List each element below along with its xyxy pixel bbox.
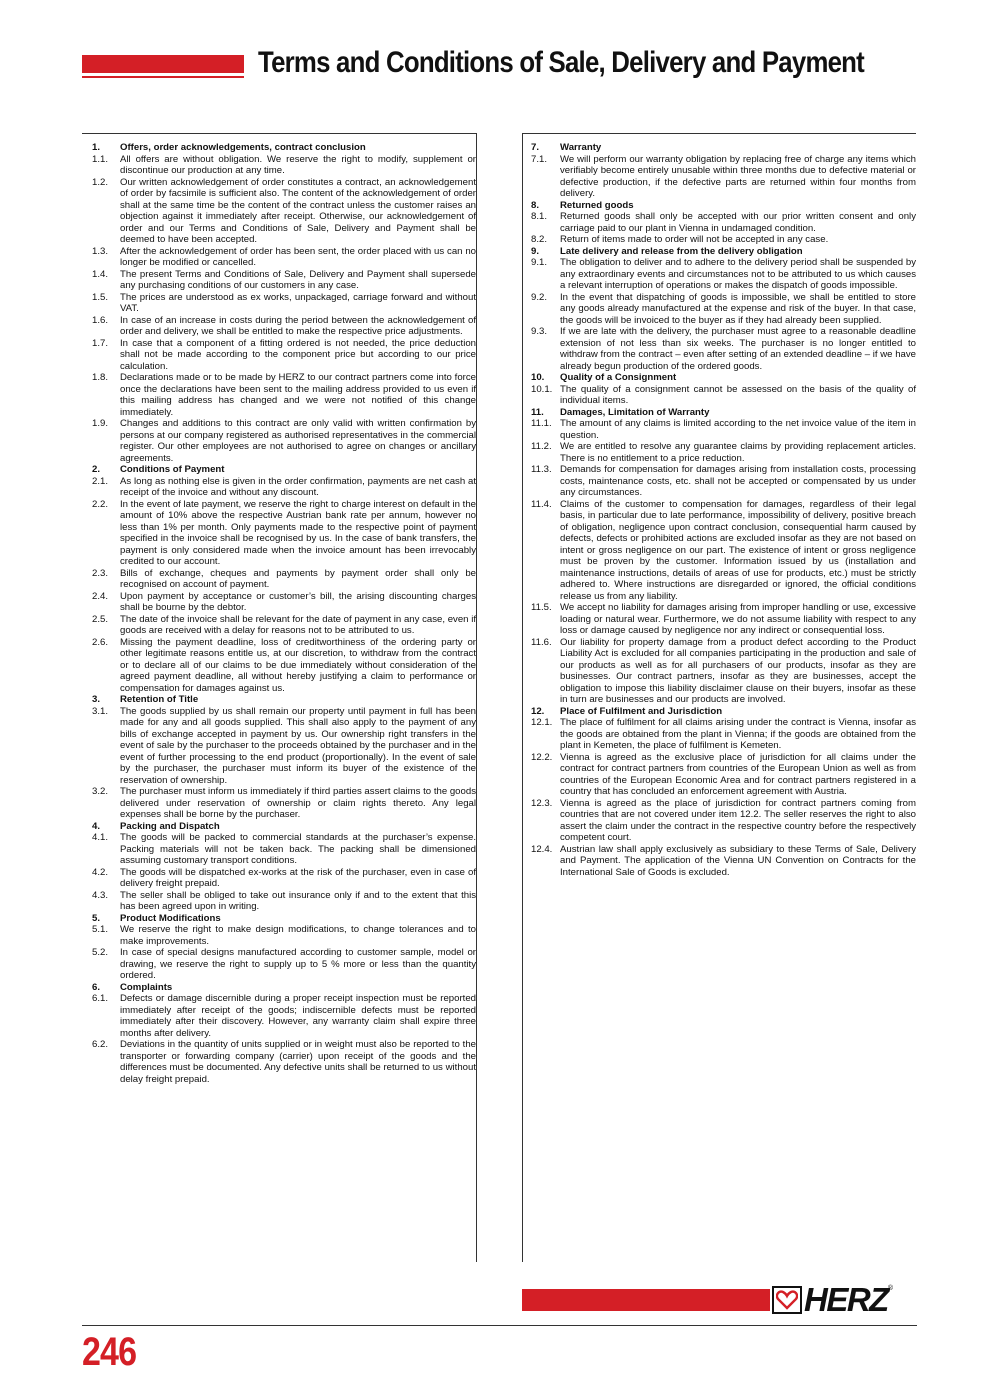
section-title: Conditions of Payment <box>120 464 225 475</box>
clause-text: The present Terms and Conditions of Sale, Delivery and Payment shall supersede any purchasing conditions of our customers in any case. <box>120 268 476 291</box>
clause-item <box>82 315 476 338</box>
section-heading <box>531 372 916 384</box>
clause-number: 10.1. <box>531 383 553 395</box>
clause-item <box>531 257 916 292</box>
section-title: Quality of a Consignment <box>560 372 677 383</box>
clause-text: We accept no liability for damages arising from improper handling or use, excessive loading or natural wear. Furthermore, we do not assume liability with respect to any loss or damage caused by negligence nor any indirect or consequential loss. <box>560 602 916 636</box>
clause-item <box>82 568 476 591</box>
section-heading <box>531 246 916 258</box>
clause-number: 11.5. <box>531 602 552 613</box>
clause-text: The date of the invoice shall be relevant for the date of payment in any case, even if goods are received with a delay for reasons not to be attributed to us. <box>120 613 476 636</box>
clause-number: 1.4. <box>92 268 109 280</box>
section-title: Returned goods <box>560 199 634 211</box>
clause-number: 6.2. <box>92 1039 109 1050</box>
clause-number: 2.1. <box>92 475 109 487</box>
clause-number: 11.1. <box>531 418 552 429</box>
section-number: 10. <box>531 372 545 383</box>
section-title: Late delivery and release from the delivery obligation <box>560 245 803 257</box>
clause-number: 7.1. <box>531 153 548 165</box>
clause-text: Claims of the customer to compensation for damages, regardless of their legal basis, in particular due to late performance, impossibility of delivery, positive breach of obligation, negligence upon contract conclusion, consequential harm caused by defects, defects or prohibited actions are excluded insofar as they are not based on intent or gross negligence on our part. The existence of intent or gross negligence must be proven by the customer. Information issued by us (installation and maintenance instructions, details of areas of use for products, etc.) must be strictly adhered to. Where instructions are disregarded or ignored, the official conditions release us from any liability. <box>560 498 916 602</box>
clause-number: 9.3. <box>531 326 548 337</box>
clause-number: 6.1. <box>92 993 109 1004</box>
clause-item <box>531 844 916 879</box>
clause-text: The quality of a consignment cannot be assessed on the basis of the quality of individual items. <box>560 383 916 406</box>
clause-item <box>82 154 476 177</box>
clause-number: 3.1. <box>92 705 109 717</box>
clause-text: Returned goods shall only be accepted with our prior written consent and only carriage paid to our plant in Vienna in undamaged condition. <box>560 211 916 234</box>
section-title: Damages, Limitation of Warranty <box>560 406 710 418</box>
clause-text: We are entitled to resolve any guarantee claims by providing replacement articles. There is no entitlement to a price reduction. <box>560 441 916 464</box>
herz-logo <box>772 1283 917 1317</box>
clause-text: Changes and additions to this contract are only valid with written confirmation by persons at our company registered as authorised representatives in the commercial register. Our other employees are not authorised to agree on changes or ancillary agreements. <box>120 418 476 464</box>
clause-number: 1.3. <box>92 245 109 257</box>
section-title: Place of Fulfilment and Jurisdiction <box>560 705 723 717</box>
clause-text: All offers are without obligation. We reserve the right to modify, supplement or discontinue our production at any time. <box>120 153 476 176</box>
clause-text: Vienna is agreed as the place of jurisdiction for contract partners coming from countries that are not covered under item 12.2. The seller reserves the right to also assert the claim under the contract in the respective country before the respectively competent court. <box>560 797 916 843</box>
clause-item <box>82 832 476 867</box>
section-number: 11. <box>531 406 544 418</box>
section-heading <box>82 982 476 994</box>
section-number: 1. <box>92 142 101 153</box>
footer-rule <box>82 1325 917 1326</box>
clause-number: 12.2. <box>531 751 553 763</box>
clause-number: 1.8. <box>92 372 109 383</box>
clause-text: Our written acknowledgement of order constitutes a contract, an acknowledgement of order by facsimile is sufficient also. The content of the acknowledgement of order shall at the same time be the content of the contract unless the customer raises an objection against it immediately after receipt. Otherwise, our acknowledgement of order and our Terms and Conditions of Sale, Delivery and Payment shall be deemed to have been accepted. <box>120 176 476 245</box>
clause-text: In the event that dispatching of goods is impossible, we shall be entitled to store any goods already manufactured at the expense and risk of the buyer. In that case, the goods will be invoiced to the buyer as if they had already been supplied. <box>560 291 916 326</box>
header-red-bar <box>82 55 244 73</box>
clause-number: 1.7. <box>92 337 109 349</box>
clause-text: After the acknowledgement of order has been sent, the order placed with us can no longer be modified or cancelled. <box>120 245 476 268</box>
clause-item <box>531 637 916 706</box>
clause-number: 8.1. <box>531 211 548 222</box>
clause-text: We reserve the right to make design modifications, to change tolerances and to make improvements. <box>120 924 476 947</box>
clause-number: 4.3. <box>92 889 109 901</box>
clause-item <box>82 947 476 982</box>
clause-number: 8.2. <box>531 234 548 245</box>
section-heading <box>531 200 916 212</box>
section-number: 9. <box>531 245 540 257</box>
clause-item <box>531 292 916 327</box>
clause-text: The goods will be dispatched ex-works at the risk of the purchaser, even in case of delivery freight prepaid. <box>120 866 476 889</box>
section-number: 6. <box>92 981 101 993</box>
clause-item <box>531 418 916 441</box>
clause-text: Bills of exchange, cheques and payments by payment order shall only be recognised on account of payment. <box>120 567 476 590</box>
logo-wordmark: HERZ <box>804 1281 888 1318</box>
clause-text: We will perform our warranty obligation by replacing free of charge any items which verifiably become entirely unusable within three months due to defective material or defective production, if the defective parts are returned within four months from delivery. <box>560 153 916 199</box>
clause-number: 9.1. <box>531 257 548 268</box>
clause-number: 11.6. <box>531 636 552 648</box>
clause-item <box>82 924 476 947</box>
clause-text: Defects or damage discernible during a proper receipt inspection must be reported immediately after receipt of the goods; indiscernible defects must be reported immediately after their discovery. However, any warranty claim shall expire three months after delivery. <box>120 993 476 1039</box>
page-title: Terms and Conditions of Sale, Delivery and Payment <box>258 46 864 79</box>
clause-item <box>531 154 916 200</box>
clause-text: Declarations made or to be made by HERZ to our contract partners come into force once the declarations have been sent to the mailing address provided to us even if this mailing address has changed and we were not notified of this change immediately. <box>120 372 476 418</box>
heart-icon <box>772 1286 802 1314</box>
clause-item <box>531 798 916 844</box>
clause-number: 1.5. <box>92 291 109 303</box>
clause-item <box>531 602 916 637</box>
clause-item <box>531 326 916 372</box>
clause-item <box>82 292 476 315</box>
clause-number: 2.5. <box>92 613 109 625</box>
clause-text: The place of fulfilment for all claims arising under the contract is Vienna, insofar as the goods are obtained from the plant in Vienna; if the goods are obtained from the plant in Kemeten, the place of fulfilment is Kemeten. <box>560 717 916 751</box>
section-number: 8. <box>531 199 540 211</box>
clause-item <box>82 614 476 637</box>
clause-text: The obligation to deliver and to adhere to the delivery period shall be suspended by any extraordinary events and circumstances not to be attributed to us which causes a relevant interruption of operations or makes the dispatch of goods impossible. <box>560 257 916 291</box>
section-title: Product Modifications <box>120 912 221 924</box>
clause-item <box>82 637 476 695</box>
clause-number: 4.2. <box>92 866 109 878</box>
clause-text: Deviations in the quantity of units supplied or in weight must also be reported to the transporter or forwarding company (carrier) upon receipt of the goods and the differences must be documented. Any defective units shall be returned to us without delay freight prepaid. <box>120 1039 476 1085</box>
section-number: 5. <box>92 912 101 924</box>
clause-item <box>82 993 476 1039</box>
clause-item <box>531 499 916 603</box>
section-number: 2. <box>92 464 101 475</box>
clause-item <box>82 867 476 890</box>
section-heading <box>82 821 476 833</box>
clause-number: 2.4. <box>92 590 109 602</box>
clause-text: The goods will be packed to commercial standards at the purchaser’s expense. Packing materials will not be taken back. The packing shall be dimensioned assuming customary transport conditions. <box>120 832 476 866</box>
section-title: Retention of Title <box>120 694 199 705</box>
header-red-line <box>82 76 244 78</box>
clause-text: In case of an increase in costs during the period between the acknowledgement of order and delivery, we shall be entitled to make the respective price adjustments. <box>120 314 476 337</box>
clause-text: The prices are understood as ex works, unpackaged, carriage forward and without VAT. <box>120 291 476 314</box>
section-title: Packing and Dispatch <box>120 820 220 832</box>
clause-text: If we are late with the delivery, the purchaser must agree to a reasonable deadline extension of not less than six weeks. The purchaser is no longer entitled to withdraw from the contract – even after setting of an extended deadline – if we have already begun production of the ordered goods. <box>560 326 916 372</box>
left-column-content <box>82 134 476 1085</box>
section-title: Offers, order acknowledgements, contract conclusion <box>120 142 366 153</box>
clause-number: 2.2. <box>92 498 109 510</box>
clause-item <box>531 234 916 246</box>
clause-item <box>82 591 476 614</box>
clause-number: 12.1. <box>531 717 553 728</box>
page-number: 246 <box>82 1330 137 1374</box>
clause-number: 5.1. <box>92 924 109 935</box>
clause-text: Vienna is agreed as the exclusive place of jurisdiction for all claims under the contract for contract partners from countries of the European Union as well as from countries of the European Economic Area and for contract partners registered in a country that has concluded an enforcement agreement with Austria. <box>560 751 916 797</box>
clause-text: Demands for compensation for damages arising from installation costs, processing costs, maintenance costs, etc. shall not be accepted or compensated by us under any circumstances. <box>560 464 916 498</box>
clause-number: 2.6. <box>92 636 109 648</box>
section-heading <box>531 407 916 419</box>
clause-item <box>531 211 916 234</box>
clause-number: 1.2. <box>92 176 109 188</box>
section-heading <box>82 913 476 925</box>
clause-item <box>82 372 476 418</box>
section-title: Complaints <box>120 981 173 993</box>
section-number: 12. <box>531 705 545 717</box>
clause-item <box>82 476 476 499</box>
section-heading <box>531 142 916 154</box>
section-heading <box>82 694 476 706</box>
clause-number: 12.4. <box>531 843 553 855</box>
clause-text: In case of special designs manufactured according to customer sample, model or drawing, we reserve the right to supply up to 5 % more or less than the quantity ordered. <box>120 947 476 981</box>
clause-item <box>531 752 916 798</box>
section-heading <box>82 464 476 476</box>
clause-item <box>531 441 916 464</box>
clause-number: 3.2. <box>92 786 109 797</box>
right-column <box>522 133 916 1262</box>
section-number: 4. <box>92 820 101 832</box>
clause-item <box>82 706 476 787</box>
clause-text: The purchaser must inform us immediately if third parties assert claims to the goods delivered under reservation of ownership or claim rights thereto. Any legal expenses shall be borne by the purchaser. <box>120 786 476 820</box>
section-heading <box>82 142 476 154</box>
clause-number: 9.2. <box>531 291 548 303</box>
right-column-content <box>523 134 916 878</box>
clause-text: In the event of late payment, we reserve the right to charge interest on default in the amount of 10% above the respective Austrian bank rate per annum, however no less than 1% per month. Only payments made to the respective point of payment specified in the invoice shall be recognised by us. In the case of bank transfers, the payment is only considered made when the invoice amount has been irrevocably credited to our account. <box>120 498 476 567</box>
section-number: 7. <box>531 142 540 153</box>
clause-item <box>82 338 476 373</box>
registered-mark: ® <box>887 1285 894 1292</box>
clause-item <box>531 384 916 407</box>
clause-item <box>82 499 476 568</box>
clause-text: The goods supplied by us shall remain our property until payment in full has been made for any and all goods supplied. This shall also apply to the payment of any bills of exchange accepted in payment by us. Our ownership right transfers in the event of sale by the purchaser to the proceeds obtained by the purchaser and in the event of further processing to the end product (proportionally). In the event of sale by the purchaser, the purchaser must inform its buyer of the existence of the reservation of ownership. <box>120 705 476 786</box>
clause-number: 1.6. <box>92 314 109 326</box>
clause-text: Our liability for property damage from a product defect according to the Product Liability Act is excluded for all companies participating in the production and sale of our products as well as for all purchasers of our products, insofar as they are businesses. Our contract partners, insofar as they are businesses, accept the obligation to impose this liability disclaimer clause on their buyers, insofar as these in turn are businesses and our products are involved. <box>560 636 916 705</box>
clause-text: As long as nothing else is given in the order confirmation, payments are net cash at receipt of the invoice and without any discount. <box>120 475 476 498</box>
clause-text: Austrian law shall apply exclusively as subsidiary to these Terms of Sale, Delivery and Payment. The application of the Vienna UN Convention on Contracts for the International Sale of Goods is excluded. <box>560 843 916 878</box>
clause-item <box>82 246 476 269</box>
footer-red-bar <box>522 1289 770 1311</box>
clause-item <box>82 890 476 913</box>
clause-text: The seller shall be obliged to take out insurance only if and to the extent that this has been agreed upon in writing. <box>120 889 476 912</box>
left-column <box>82 133 477 1262</box>
clause-item <box>82 177 476 246</box>
clause-item <box>82 418 476 464</box>
clause-text: Upon payment by acceptance or customer’s bill, the arising discounting charges shall be bourne by the debtor. <box>120 590 476 613</box>
clause-number: 1.9. <box>92 418 109 429</box>
clause-text: Missing the payment deadline, loss of creditworthiness of the ordering party or other legitimate reasons entitle us, at our discretion, to withdraw from the contract or to declare all of our claims to be due immediately without consideration of the agreed payment deadline, all without hereby justifying a claim to performance or compensation for damages against us. <box>120 636 476 694</box>
section-title: Warranty <box>560 142 602 153</box>
clause-text: Return of items made to order will not be accepted in any case. <box>560 234 829 245</box>
clause-number: 12.3. <box>531 797 553 809</box>
clause-item <box>531 464 916 499</box>
clause-item <box>531 717 916 752</box>
section-heading <box>531 706 916 718</box>
clause-number: 11.3. <box>531 464 552 475</box>
clause-number: 1.1. <box>92 153 109 165</box>
clause-item <box>82 1039 476 1085</box>
clause-text: In case that a component of a fitting ordered is not needed, the price deduction shall not be made according to the component price but according to our price calculation. <box>120 337 476 372</box>
clause-number: 11.2. <box>531 441 552 452</box>
clause-text: The amount of any claims is limited according to the net invoice value of the item in question. <box>560 418 916 441</box>
clause-number: 2.3. <box>92 567 109 579</box>
clause-number: 4.1. <box>92 832 109 843</box>
clause-number: 11.4. <box>531 498 552 510</box>
clause-number: 5.2. <box>92 947 109 958</box>
section-number: 3. <box>92 694 101 705</box>
clause-item <box>82 269 476 292</box>
clause-item <box>82 786 476 821</box>
